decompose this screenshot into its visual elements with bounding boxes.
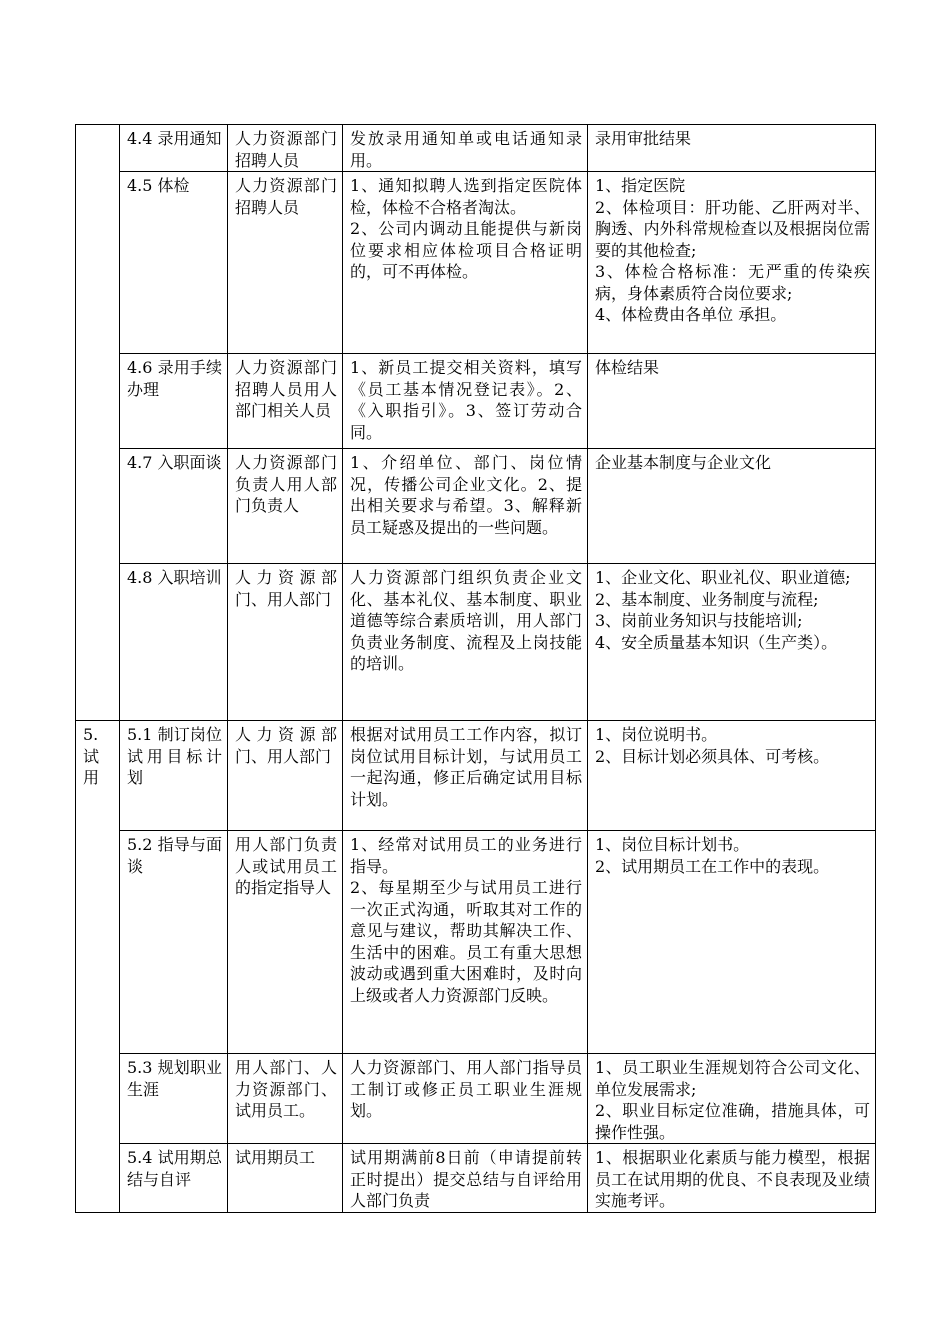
content-cell: 1、经常对试用员工的业务进行指导。 2、每星期至少与试用员工进行一次正式沟通，听取其对工作的意见与建议，帮助其解决工作、生活中的困难。员工有重大思想波动或遇到重大困难时，及时向上级或者人力资源部门反映。 xyxy=(343,831,588,1054)
table-row xyxy=(76,564,876,721)
step-cell: 4.6 录用手续办理 xyxy=(120,354,228,449)
owner-cell: 人力资源部门招聘人员用人部门相关人员 xyxy=(228,354,343,449)
owner-cell: 人力资源部门负责人用人部门负责人 xyxy=(228,449,343,564)
content-cell: 1、新员工提交相关资料，填写《员工基本情况登记表》。2、《入职指引》。3、签订劳动合同。 xyxy=(343,354,588,449)
criteria-cell: 1、员工职业生涯规划符合公司文化、单位发展需求; 2、职业目标定位准确，措施具体，可操作性强。 xyxy=(588,1054,876,1144)
content-cell: 人力资源部门组织负责企业文化、基本礼仪、基本制度、职业道德等综合素质培训，用人部门负责业务制度、流程及上岗技能的培训。 xyxy=(343,564,588,721)
owner-cell: 用人部门、人力资源部门、试用员工。 xyxy=(228,1054,343,1144)
step-cell: 5.1 制订岗位试用目标计划 xyxy=(120,721,228,831)
step-cell: 5.3 规划职业生涯 xyxy=(120,1054,228,1144)
content-cell: 试用期满前8日前（申请提前转正时提出）提交总结与自评给用人部门负责 xyxy=(343,1144,588,1213)
owner-cell: 人力资源部门招聘人员 xyxy=(228,125,343,172)
step-cell: 4.7 入职面谈 xyxy=(120,449,228,564)
content-cell: 1、通知拟聘人选到指定医院体检，体检不合格者淘汰。 2、公司内调动且能提供与新岗位要求相应体检项目合格证明的，可不再体检。 xyxy=(343,172,588,354)
owner-cell: 人力资源部门招聘人员 xyxy=(228,172,343,354)
criteria-cell: 1、岗位目标计划书。 2、试用期员工在工作中的表现。 xyxy=(588,831,876,1054)
criteria-cell: 企业基本制度与企业文化 xyxy=(588,449,876,564)
content-cell: 1、介绍单位、部门、岗位情况，传播公司企业文化。2、提出相关要求与希望。3、解释新员工疑惑及提出的一些问题。 xyxy=(343,449,588,564)
table-row xyxy=(76,172,876,354)
criteria-cell: 体检结果 xyxy=(588,354,876,449)
table-row xyxy=(76,1054,876,1144)
criteria-cell: 1、岗位说明书。 2、目标计划必须具体、可考核。 xyxy=(588,721,876,831)
step-cell: 5.4 试用期总结与自评 xyxy=(120,1144,228,1213)
recruitment-process-table xyxy=(75,124,876,1213)
table-row xyxy=(76,721,876,831)
table-row xyxy=(76,354,876,449)
stage-cell xyxy=(76,125,120,721)
criteria-cell: 1、指定医院 2、体检项目：肝功能、乙肝两对半、胸透、内外科常规检查以及根据岗位需要的其他检查; 3、体检合格标准：无严重的传染疾病，身体素质符合岗位要求; 4、体检费由各单位 承担。 xyxy=(588,172,876,354)
content-cell: 人力资源部门、用人部门指导员工制订或修正员工职业生涯规划。 xyxy=(343,1054,588,1144)
step-cell: 4.8 入职培训 xyxy=(120,564,228,721)
table-row xyxy=(76,831,876,1054)
criteria-cell: 1、企业文化、职业礼仪、职业道德; 2、基本制度、业务制度与流程; 3、岗前业务知识与技能培训; 4、安全质量基本知识（生产类）。 xyxy=(588,564,876,721)
owner-cell: 人力资源部门、用人部门 xyxy=(228,721,343,831)
owner-cell: 试用期员工 xyxy=(228,1144,343,1213)
stage-cell: 5. 试用 xyxy=(76,721,120,1213)
table-row xyxy=(76,1144,876,1213)
owner-cell: 人力资源部门、用人部门 xyxy=(228,564,343,721)
criteria-cell: 1、根据职业化素质与能力模型，根据员工在试用期的优良、不良表现及业绩实施考评。 xyxy=(588,1144,876,1213)
table-row xyxy=(76,449,876,564)
owner-cell: 用人部门负责人或试用员工的指定指导人 xyxy=(228,831,343,1054)
criteria-cell: 录用审批结果 xyxy=(588,125,876,172)
table-row xyxy=(76,125,876,172)
content-cell: 发放录用通知单或电话通知录用。 xyxy=(343,125,588,172)
step-cell: 5.2 指导与面谈 xyxy=(120,831,228,1054)
step-cell: 4.5 体检 xyxy=(120,172,228,354)
content-cell: 根据对试用员工工作内容，拟订岗位试用目标计划，与试用员工一起沟通，修正后确定试用目标计划。 xyxy=(343,721,588,831)
step-cell: 4.4 录用通知 xyxy=(120,125,228,172)
